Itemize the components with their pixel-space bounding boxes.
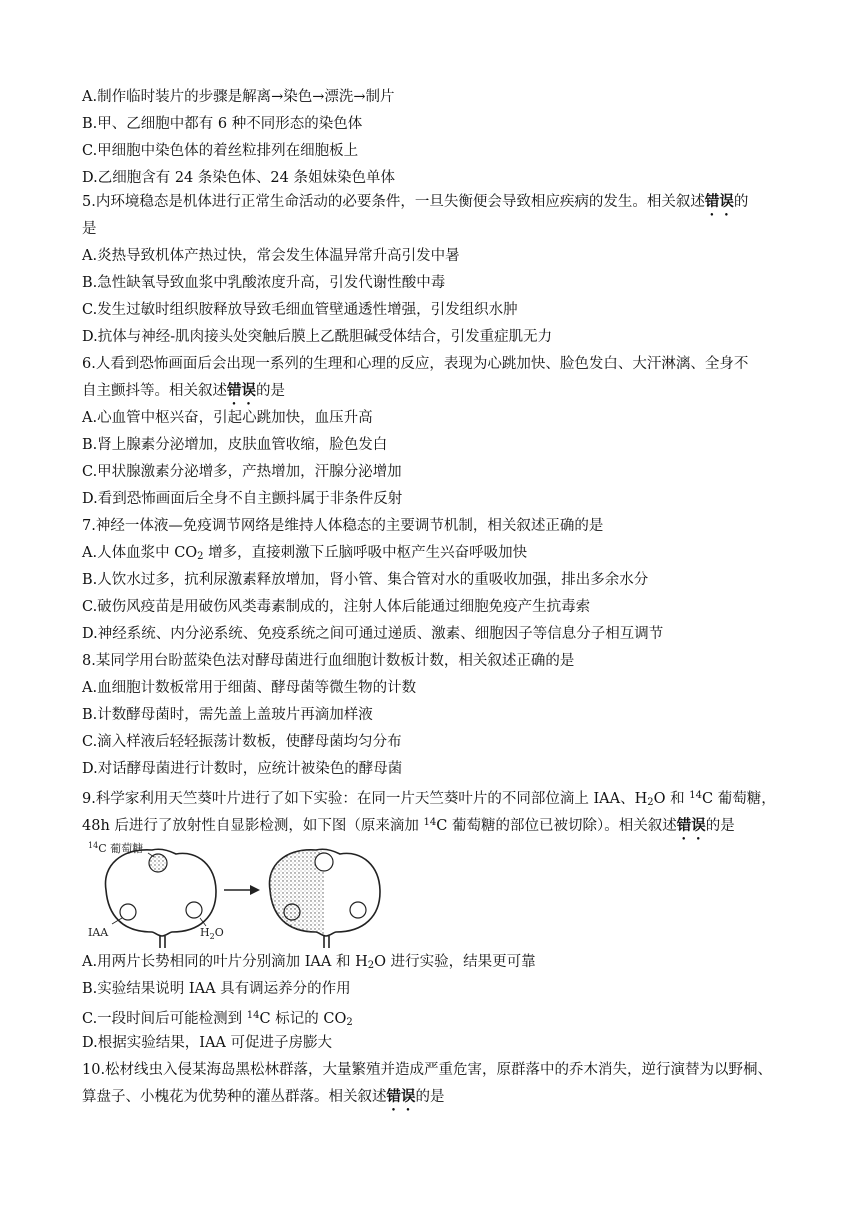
q4-option-a: A.制作临时装片的步骤是解离→染色→漂洗→制片	[82, 89, 395, 105]
q4-option-b: B.甲、乙细胞中都有 6 种不同形态的染色体	[82, 116, 363, 132]
q5-stem-line1: 5.内环境稳态是机体进行正常生命活动的必要条件，一旦失衡便会导致相应疾病的发生。相关叙述错误的	[82, 193, 749, 210]
q6-stem-line2: 自主颤抖等。相关叙述错误的是	[82, 382, 285, 399]
iaa-spot	[284, 904, 300, 920]
water-drop	[186, 902, 202, 918]
q7-option-d: D.神经系统、内分泌系统、免疫系统之间可通过递质、激素、细胞因子等信息分子相互调节	[82, 626, 664, 642]
leaf-before-diagram	[88, 841, 224, 948]
q10-stem-line1: 10.松材线虫入侵某海岛黑松林群落，大量繁殖并造成严重危害，原群落中的乔木消失，逆行演替为以野桐、	[82, 1062, 773, 1078]
q9-option-b: B.实验结果说明 IAA 具有调运养分的作用	[82, 981, 351, 997]
cut-hole	[315, 853, 333, 871]
leaf-after-diagram	[269, 849, 380, 948]
q7-stem: 7.神经一体液—免疫调节网络是维持人体稳态的主要调节机制，相关叙述正确的是	[82, 518, 604, 534]
q6-stem-line1: 6.人看到恐怖画面后会出现一系列的生理和心理的反应，表现为心跳加快、脸色发白、大汗淋漓、全身不	[82, 356, 749, 372]
q9-option-c: C.一段时间后可能检测到 $^{14}$C 标记的 $CO_2$	[82, 1010, 353, 1028]
leaf-experiment-figure	[82, 840, 472, 950]
iaa-drop	[120, 904, 136, 920]
q9-option-d: D.根据实验结果，IAA 可促进子房膨大	[82, 1035, 332, 1051]
q8-option-c: C.滴入样液后轻轻振荡计数板，使酵母菌均匀分布	[82, 734, 402, 750]
q5-stem-line2: 是	[82, 221, 97, 237]
q8-option-b: B.计数酵母菌时，需先盖上盖玻片再滴加样液	[82, 707, 373, 723]
arrow-icon	[224, 885, 260, 895]
q10-stem-line2: 算盘子、小槐花为优势种的灌丛群落。相关叙述错误的是	[82, 1088, 445, 1105]
q8-option-d: D.对话酵母菌进行计数时，应统计被染色的酵母菌	[82, 761, 403, 777]
emphasis-mark: 错误	[386, 1088, 416, 1105]
q4-option-c: C.甲细胞中染色体的着丝粒排列在细胞板上	[82, 143, 359, 159]
q9-stem-line2: 48h 后进行了放射性自显影检测，如下图（原来滴加 $^{14}$C 葡萄糖的部位已被切除）。相关叙述错误的是	[82, 817, 735, 834]
q6-option-d: D.看到恐怖画面后全身不自主颤抖属于非条件反射	[82, 491, 403, 507]
glucose-label: $^{14}$C 葡萄糖	[88, 841, 144, 855]
q4-option-d: D.乙细胞含有 24 条染色体、24 条姐妹染色单体	[82, 170, 395, 186]
q9-stem-line1: 9.科学家利用天竺葵叶片进行了如下实验：在同一片天竺葵叶片的不同部位滴上 IAA、$H_2O$ 和 $^{14}$C 葡萄糖，	[82, 790, 776, 808]
q6-option-a: A.心血管中枢兴奋，引起心跳加快，血压升高	[82, 410, 373, 426]
q8-option-a: A.血细胞计数板常用于细菌、酵母菌等微生物的计数	[82, 680, 417, 696]
glucose-drop	[149, 854, 167, 872]
q6-option-c: C.甲状腺激素分泌增多，产热增加，汗腺分泌增加	[82, 464, 402, 480]
q5-option-c: C.发生过敏时组织胺释放导致毛细血管壁通透性增强，引发组织水肿	[82, 302, 518, 318]
q5-option-b: B.急性缺氧导致血浆中乳酸浓度升高，引发代谢性酸中毒	[82, 275, 446, 291]
water-spot	[350, 902, 366, 918]
q6-option-b: B.肾上腺素分泌增加，皮肤血管收缩，脸色发白	[82, 437, 388, 453]
q8-stem: 8.某同学用台盼蓝染色法对酵母菌进行血细胞计数板计数，相关叙述正确的是	[82, 653, 575, 669]
q5-option-a: A.炎热导致机体产热过快，常会发生体温异常升高引发中暑	[82, 248, 460, 264]
h2o-label: $H_2O$	[200, 926, 224, 941]
iaa-label: IAA	[88, 926, 109, 939]
q7-option-c: C.破伤风疫苗是用破伤风类毒素制成的，注射人体后能通过细胞免疫产生抗毒索	[82, 599, 591, 615]
q7-option-a: A.人体血浆中 $CO_2$ 增多，直接刺激下丘脑呼吸中枢产生兴奋呼吸加快	[82, 545, 528, 562]
emphasis-mark: 错误	[676, 817, 706, 834]
q5-option-d: D.抗体与神经-肌肉接头处突触后膜上乙酰胆碱受体结合，引发重症肌无力	[82, 329, 553, 345]
emphasis-mark: 错误	[704, 193, 734, 210]
emphasis-mark: 错误	[227, 382, 256, 399]
q9-option-a: A.用两片长势相同的叶片分别滴加 IAA 和 $H_2O$ 进行实验，结果更可靠	[82, 954, 536, 971]
q7-option-b: B.人饮水过多，抗利尿激素释放增加，肾小管、集合管对水的重吸收加强，排出多余水分	[82, 572, 649, 588]
